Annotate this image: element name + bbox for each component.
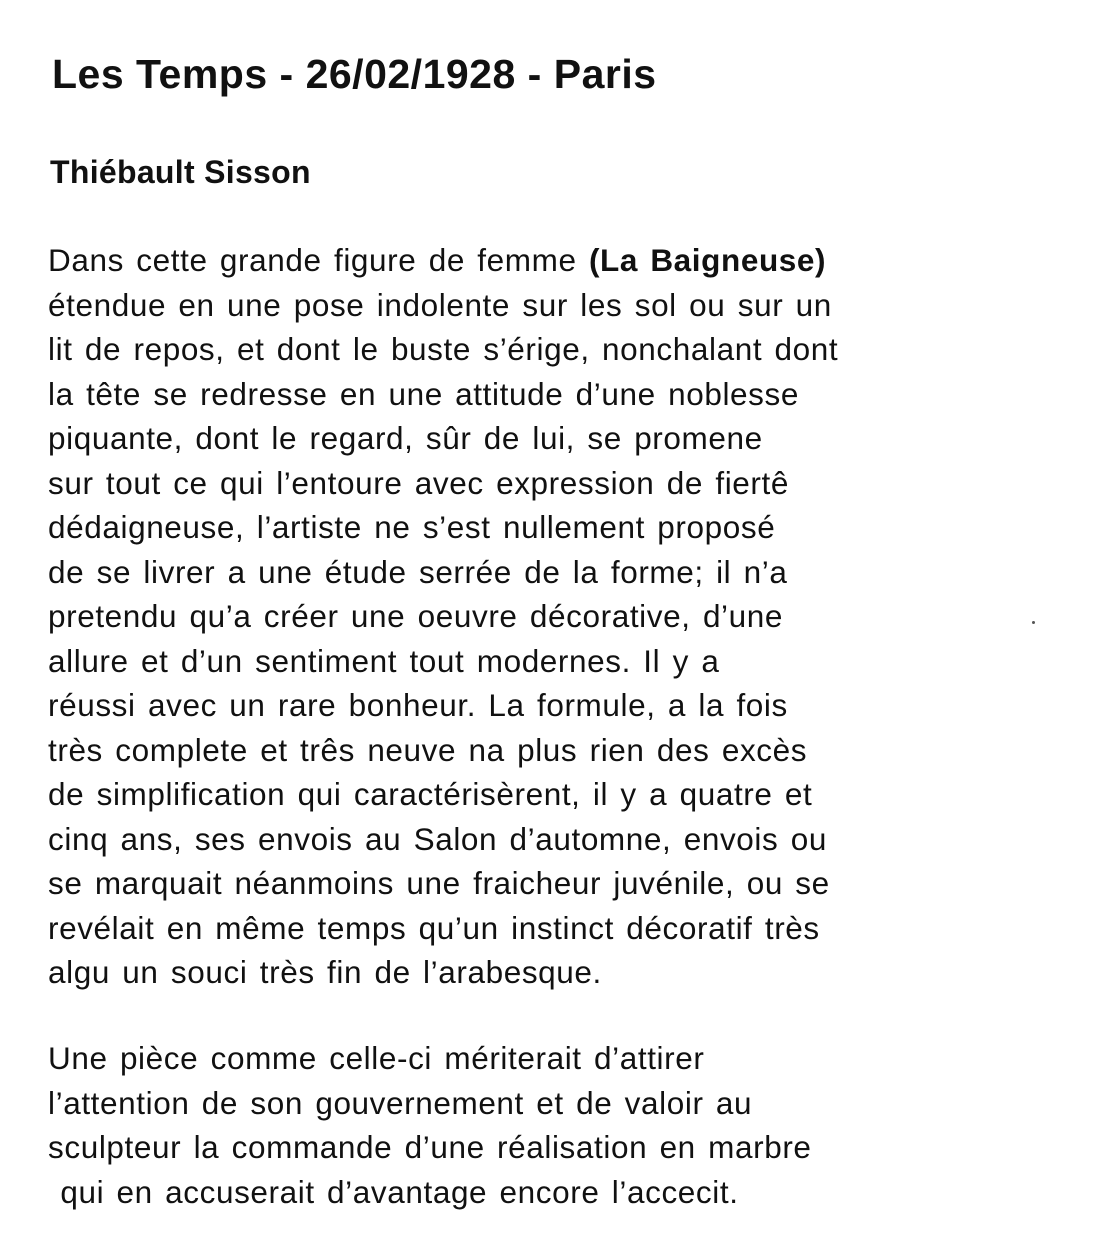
text-line: sculpteur la commande d’une réalisation en marbre	[48, 1129, 812, 1165]
document-title: Les Temps - 26/02/1928 - Paris	[52, 51, 657, 97]
paragraph-2	[48, 1036, 812, 1214]
text-line: réussi avec un rare bonheur. La formule, a la fois	[48, 687, 788, 723]
text-line: la tête se redresse en une attitude d’une noblesse	[48, 375, 799, 412]
text-line: dédaigneuse, l’artiste ne s’est nullement proposé	[48, 509, 776, 545]
text-line: cinq ans, ses envois au Salon d’automne, envois ou	[48, 820, 827, 857]
text-line: lit de repos, et dont le buste s’érige, nonchalant dont	[48, 331, 839, 367]
text-line: l’attention de son gouvernement et de valoir au	[48, 1084, 753, 1121]
text-line: piquante, dont le regard, sûr de lui, se promene	[48, 420, 763, 456]
artwork-title: (La Baigneuse)	[588, 242, 827, 278]
author-name: Thiébault Sisson	[50, 154, 311, 190]
text-line: revélait en même temps qu’un instinct décoratif très	[48, 909, 820, 946]
text-line: très complete et três neuve na plus rien des excès	[48, 731, 808, 768]
text-line: se marquait néanmoins une fraicheur juvénile, ou se	[48, 865, 830, 901]
print-speck	[1032, 621, 1035, 624]
text-line: de se livrer a une étude serrée de la forme; il n’a	[48, 553, 788, 590]
text-line: algu un souci très fin de l’arabesque.	[48, 954, 602, 990]
text-line: qui en accuserait d’avantage encore l’accecit.	[48, 1173, 739, 1210]
paragraph-1	[48, 238, 838, 995]
text-line: allure et d’un sentiment tout modernes. Il y a	[48, 642, 720, 679]
text-line	[48, 238, 838, 283]
text-line: pretendu qu’a créer une oeuvre décorative, d’une	[48, 598, 784, 634]
text-line: sur tout ce qui l’entoure avec expression de fiertê	[48, 464, 789, 501]
text-line-segment: Dans cette grande figure de femme	[48, 242, 589, 278]
text-line: étendue en une pose indolente sur les sol ou sur un	[48, 286, 832, 323]
text-line: Une pièce comme celle-ci mériterait d’attirer	[48, 1040, 705, 1076]
text-line: de simplification qui caractérisèrent, il y a quatre et	[48, 776, 813, 812]
